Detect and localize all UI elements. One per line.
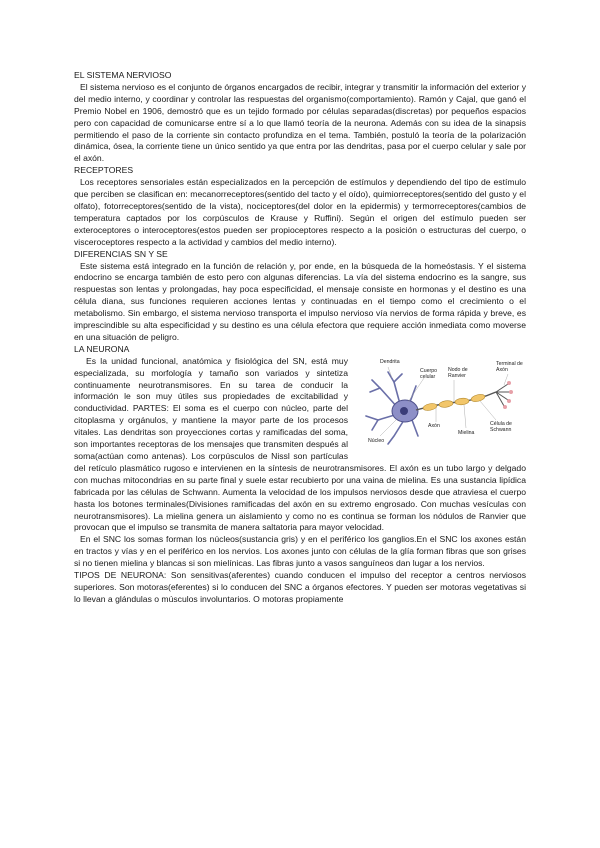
paragraph-neurona: Es la unidad funcional, anatómica y fisiológica del SN, está muy especializada, su morfología y tamaño son variados y sintetiza continuamente neurotransmisores. En su tarea de conducir la información le son muy útiles sus propiedades de excitabilidad y conductividad. PARTES: El soma es el cuerpo con núcleo, parte del citoplasma y orgánulos, y mantiene la mayor parte de los procesos vitales. Las dendritas son proyecciones cortas y ramificadas del soma, son importantes receptoras de los mensajes que transmiten después al soma(actúan como antenas). Los corpúsculos de Nissl son partículas del retículo plasmático rugoso e intervienen en la síntesis de neurotransmisores. El axón es un tubo largo y delgado con muchas mitocondrias en su parte final y suele estar recubierto por una vaina de mielina. Es una sustancia lipídica fabricada por las células de Schwann. Aumenta la velocidad de los impulsos nerviosos desde que atraviesa el cuerpo hasta los botones terminales(Divisiones ramificadas del axón en su extremo engrosado. Con muchas vesículas con neurotransmisores). La mielina genera un aislamiento y como no es continua se forman los nódulos de Ranvier que provocan que el impulso se transmita de manera saltatoria para mayor velocidad. xyxy=(74,355,526,533)
paragraph-sistema-nervioso: El sistema nervioso es el conjunto de órganos encargados de recibir, integrar y transmitir la información del exterior y del medio interno, y coordinar y controlar las respuestas del organismo(comportamiento). Ramón y Cajal, que ganó el Premio Nobel en 1906, demostró que es un tejido formado por células separadas(discretas) por pequeños espacios pero con capacidad de comunicarse entre sí a lo que llamó teoría de la neurona. Además con su idea de la sinapsis permitiendo el paso de la corriente sin contacto profundiza en el tema. También, postuló la teoría de la polarización dinámica, ósea, la corriente tiene un único sentido ya que entra por las dendritas, pasa por el cuerpo celular y sale por el axón. xyxy=(74,81,526,164)
paragraph-diferencias: Este sistema está integrado en la función de relación y, por ende, en la búsqueda de la homeóstasis. Y el sistema endocrino se encarga también de esto pero con algunas diferencias. La vía del sistema endocrino es la sangre, sus respuestas son lentas y prolongadas, hay poca especificidad, el mensaje consiste en hormonas y el destino es una célula diana, sus funciones requieren acciones lentas y continuadas en el tiempo como el crecimiento o el metabolismo. Sin embargo, el sistema nervioso transporta el impulso nervioso vía nervios de forma rápida y breve, es imprescindible su alta especificidad y su destino es una célula efectora que requiere acción inmediata como moverse en una situación de peligro. xyxy=(74,260,526,342)
paragraph-receptores: Los receptores sensoriales están especializados en la percepción de estímulos y dependiendo del tipo de estímulo que perciben se clasifican en: mecanorreceptores(sentido del tacto y el oído), quimiorreceptores(sentido del gusto y el olfato), fotorreceptores(sentido de la vista), nociceptores(del dolor en la epidermis) y termorreceptores(cambios de temperatura captados por los corpúsculos de Krause y Ruffini). Según el origen del estímulo pueden ser exteroceptores o interoceptores(estos pueden ser propioceptores respecto a la posición o estructuras del cuerpo, o visceroceptores respecto a la actividad y cambios del medio interno). xyxy=(74,177,526,247)
label-dendrita: Dendrita xyxy=(380,358,400,365)
label-celula-schwann: Célula de Schwann xyxy=(490,420,512,433)
label-axon: Axón xyxy=(428,422,440,429)
paragraph-tipos-neurona: TIPOS DE NEURONA: Son sensitivas(aferentes) cuando conducen el impulso del receptor a centros nerviosos superiores. Son motoras(eferentes) si lo conducen del SNC a órganos efectores. Y pueden ser motoras vegetativas si lo llevan a glándulas o músculos involuntarios. O motoras propiamente xyxy=(74,570,526,604)
document-body xyxy=(74,70,526,606)
label-mielina: Mielina xyxy=(458,429,475,436)
label-nodo-ranvier: Nodo de Ranvier xyxy=(448,366,468,379)
label-nucleo: Núcleo xyxy=(368,437,385,444)
label-terminal-axon: Terminal de Axón xyxy=(496,360,523,373)
neuron-figure xyxy=(358,358,526,450)
heading-receptores: RECEPTORES xyxy=(74,165,134,176)
heading-sistema-nervioso: EL SISTEMA NERVIOSO xyxy=(74,70,172,80)
heading-neurona: LA NEURONA xyxy=(74,343,130,354)
paragraph-snc: En el SNC los somas forman los núcleos(sustancia gris) y en el periférico los ganglios.En el SNC los axones están en tractos y vías y en el periférico en los nervios. Los axones junto con células de la glía forman fibras que son grises si no tienen mielina y blancas si son mielínicas. Las fibras junto a vasos sanguíneos dan lugar a los nervios. xyxy=(74,534,526,569)
label-cuerpo-celular: Cuerpo celular xyxy=(420,367,438,380)
heading-diferencias: DIFERENCIAS SN Y SE xyxy=(74,248,168,259)
